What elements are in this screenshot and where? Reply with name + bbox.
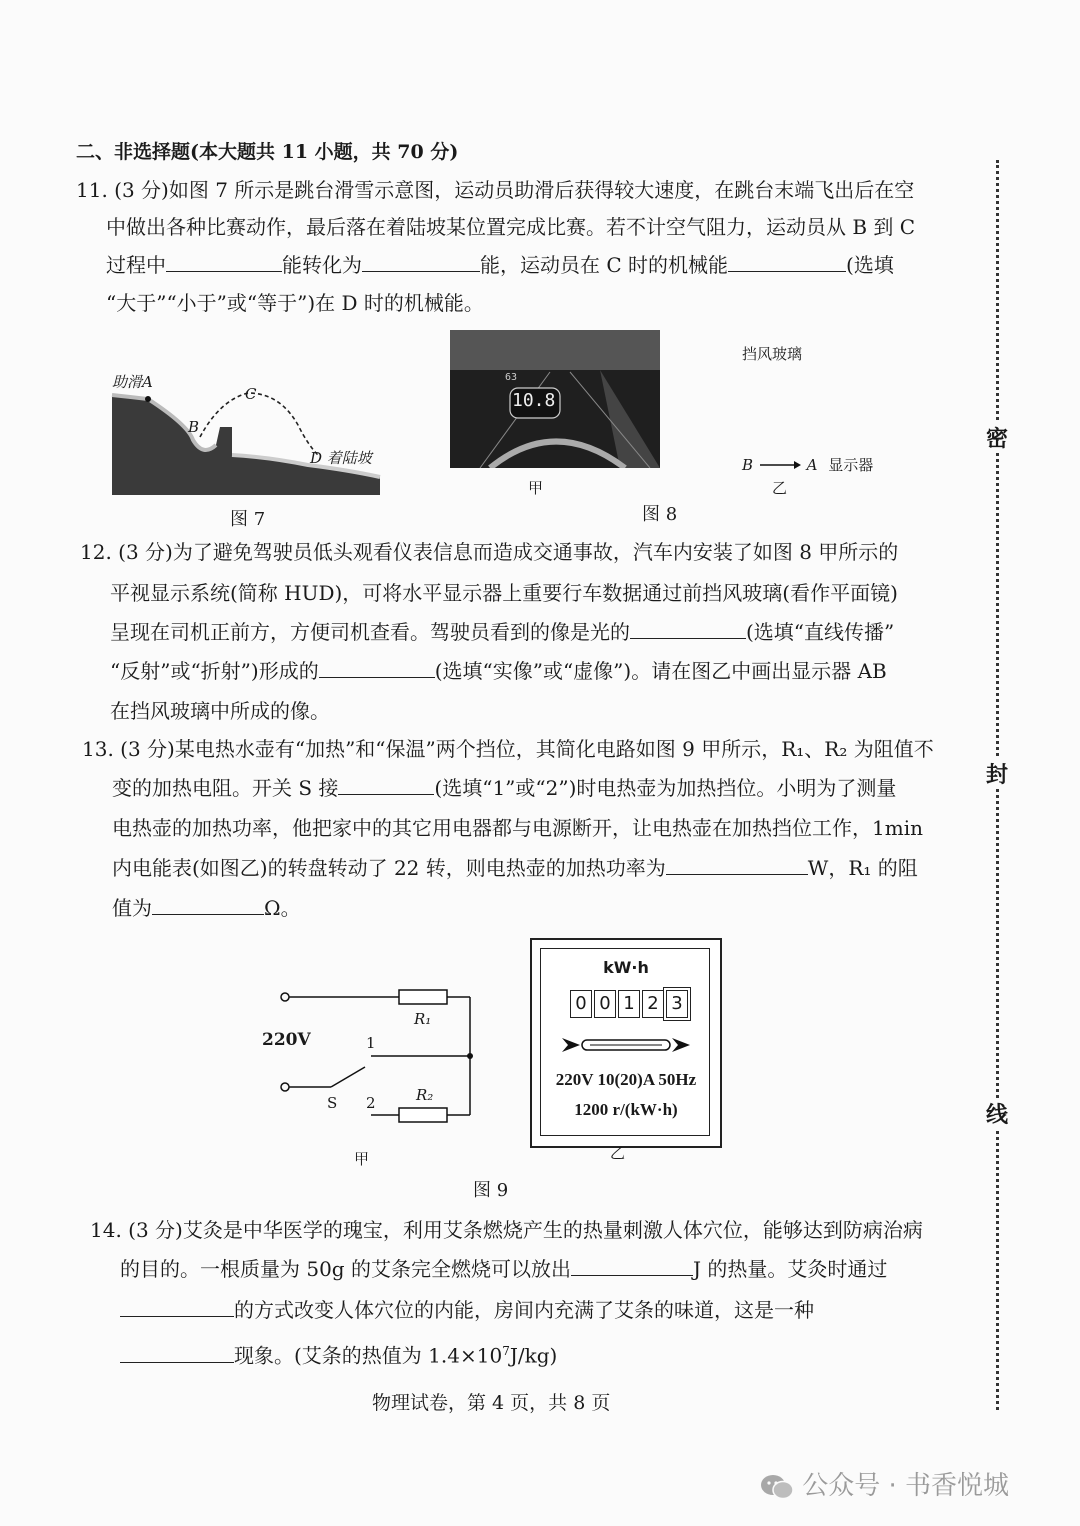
label-c: C — [245, 385, 257, 403]
energy-meter — [530, 938, 722, 1148]
resistor-r2 — [399, 1108, 447, 1122]
meter-digit: 0 — [594, 990, 616, 1018]
q14-line4 — [120, 1337, 557, 1370]
section-title: 二、非选择题(本大题共 11 小题，共 70 分) — [76, 141, 459, 163]
q12-text: 呈现在司机正前方，方便司机查看。驾驶员看到的像是光的 — [110, 620, 630, 644]
q12-line4 — [110, 657, 887, 685]
wechat-icon — [760, 1473, 794, 1501]
q11-text: 能，运动员在 C 时的机械能 — [480, 253, 729, 277]
q11-text: 能转化为 — [282, 253, 362, 277]
answer-blank[interactable] — [166, 251, 282, 272]
q14-text: 的目的。一根质量为 50g 的艾条完全燃烧可以放出 — [120, 1257, 571, 1281]
meter-revolutions: 1200 r/(kW·h) — [574, 1100, 678, 1119]
q12-line2: 平视显示系统(简称 HUD)，可将水平显示器上重要行车数据通过前挡风玻璃(看作平面镜) — [110, 581, 898, 605]
q14-text: J 的热量。艾灸时通过 — [692, 1257, 888, 1281]
fig9-label-yi: 乙 — [610, 1144, 626, 1162]
q12-line1: 12. (3 分)为了避免驾驶员低头观看仪表信息而造成交通事故，汽车内安装了如图 8 甲所示的 — [80, 540, 899, 564]
meter-digit-decimal: 3 — [666, 990, 688, 1018]
q11-text: 过程中 — [106, 253, 166, 277]
q14-line3 — [120, 1296, 814, 1324]
r1-label: R₁ — [414, 1010, 432, 1028]
answer-blank[interactable] — [728, 251, 846, 272]
q13-text: (选填“1”或“2”)时电热壶为加热挡位。小明为了测量 — [434, 776, 897, 800]
q14-text: J/kg) — [509, 1343, 558, 1368]
label-b: B — [188, 418, 200, 436]
q13-text: W，R₁ 的阻 — [807, 856, 918, 880]
watermark — [760, 1465, 1009, 1502]
q12-text: (选填“直线传播” — [746, 620, 895, 644]
q13-line5 — [112, 894, 301, 922]
hud-small-readout: 63 — [505, 372, 518, 383]
rotating-disc-icon — [560, 1034, 694, 1056]
ski-slope — [112, 395, 380, 495]
hud-speed-readout: 10.8 — [512, 390, 556, 411]
answer-blank[interactable] — [120, 1342, 234, 1363]
q13-line1: 13. (3 分)某电热水壶有“加热”和“保温”两个挡位，其简化电路如图 9 甲所示，R₁、R₂ 为阻值不 — [82, 737, 934, 761]
seal-char-xian: 线 — [985, 1098, 1009, 1129]
seal-line — [985, 160, 1009, 1410]
switch-label: S — [327, 1094, 338, 1112]
r2-label: R₂ — [416, 1086, 434, 1104]
fig8-caption: 图 8 — [642, 504, 678, 525]
terminal-1: 1 — [366, 1034, 376, 1052]
answer-blank[interactable] — [362, 251, 480, 272]
answer-blank[interactable] — [571, 1255, 693, 1276]
q13-text: 值为 — [112, 896, 152, 920]
q13-text: 内电能表(如图乙)的转盘转动了 22 转，则电热壶的加热功率为 — [112, 856, 666, 880]
q11-line4: “大于”“小于”或“等于”)在 D 时的机械能。 — [106, 291, 484, 315]
fig9-caption: 图 9 — [473, 1180, 509, 1201]
terminal-2: 2 — [366, 1094, 376, 1112]
voltage-label: 220V — [262, 1030, 311, 1050]
display-ab — [742, 454, 873, 475]
fig9-label-jia: 甲 — [354, 1150, 370, 1168]
answer-blank[interactable] — [338, 774, 434, 795]
q14-line2 — [120, 1255, 887, 1283]
answer-blank[interactable] — [666, 854, 808, 875]
answer-blank[interactable] — [630, 618, 746, 639]
label-b-point: B — [742, 456, 754, 474]
seal-char-feng: 封 — [985, 758, 1009, 789]
page-footer: 物理试卷，第 4 页，共 8 页 — [372, 1392, 611, 1414]
q11-line3 — [106, 251, 894, 279]
meter-unit: kW·h — [603, 958, 649, 977]
fig7-caption: 图 7 — [230, 509, 266, 530]
q12-text: “反射”或“折射”)形成的 — [110, 659, 319, 683]
display-label: 显示器 — [828, 456, 874, 474]
q11-text: (选填 — [846, 253, 894, 277]
windshield-label: 挡风玻璃 — [742, 345, 803, 363]
q14-text: 的方式改变人体穴位的内能，房间内充满了艾条的味道，这是一种 — [234, 1298, 814, 1322]
q11-line2: 中做出各种比赛动作，最后落在着陆坡某位置完成比赛。若不计空气阻力，运动员从 B 到 C — [106, 215, 916, 239]
q12-line5: 在挡风玻璃中所成的像。 — [110, 699, 330, 723]
watermark-text: 公众号 · 书香悦城 — [802, 1471, 1010, 1501]
q14-line1: 14. (3 分)艾灸是中华医学的瑰宝，利用艾条燃烧产生的热量刺激人体穴位，能够达到防病治病 — [90, 1218, 923, 1242]
switch-s — [331, 1067, 365, 1087]
answer-blank[interactable] — [120, 1296, 234, 1317]
circuit-diagram — [275, 985, 485, 1125]
q13-text: Ω。 — [264, 896, 301, 920]
meter-digit: 2 — [642, 990, 664, 1018]
q12-text: (选填“实像”或“虚像”)。请在图乙中画出显示器 AB — [434, 659, 887, 683]
seal-char-mi: 密 — [985, 422, 1009, 453]
meter-rating: 220V 10(20)A 50Hz — [555, 1070, 697, 1089]
label-a: 助滑A — [112, 373, 153, 391]
q14-exponent: 7 — [502, 1344, 510, 1358]
meter-digit: 1 — [618, 990, 640, 1018]
label-a-point: A — [806, 456, 818, 474]
answer-blank[interactable] — [152, 894, 264, 915]
arrow-icon — [758, 460, 802, 470]
q12-line3 — [110, 618, 894, 646]
answer-blank[interactable] — [319, 657, 435, 678]
q13-line2 — [112, 774, 896, 802]
fig8-label-jia: 甲 — [528, 479, 544, 497]
q11-line1: 11. (3 分)如图 7 所示是跳台滑雪示意图，运动员助滑后获得较大速度，在跳台末端飞出后在空 — [76, 178, 915, 202]
hud-photo — [450, 330, 660, 468]
meter-digit: 0 — [570, 990, 592, 1018]
label-d: D 着陆坡 — [310, 449, 372, 467]
fig8-label-yi: 乙 — [772, 479, 788, 497]
q14-text: 现象。(艾条的热值为 1.4×10 — [234, 1343, 503, 1368]
q13-line3: 电热壶的加热功率，他把家中的其它用电器都与电源断开，让电热壶在加热挡位工作，1min — [112, 816, 923, 840]
meter-digits — [570, 990, 690, 1018]
resistor-r1 — [399, 990, 447, 1004]
q13-text: 变的加热电阻。开关 S 接 — [112, 776, 339, 800]
q13-line4 — [112, 854, 918, 882]
